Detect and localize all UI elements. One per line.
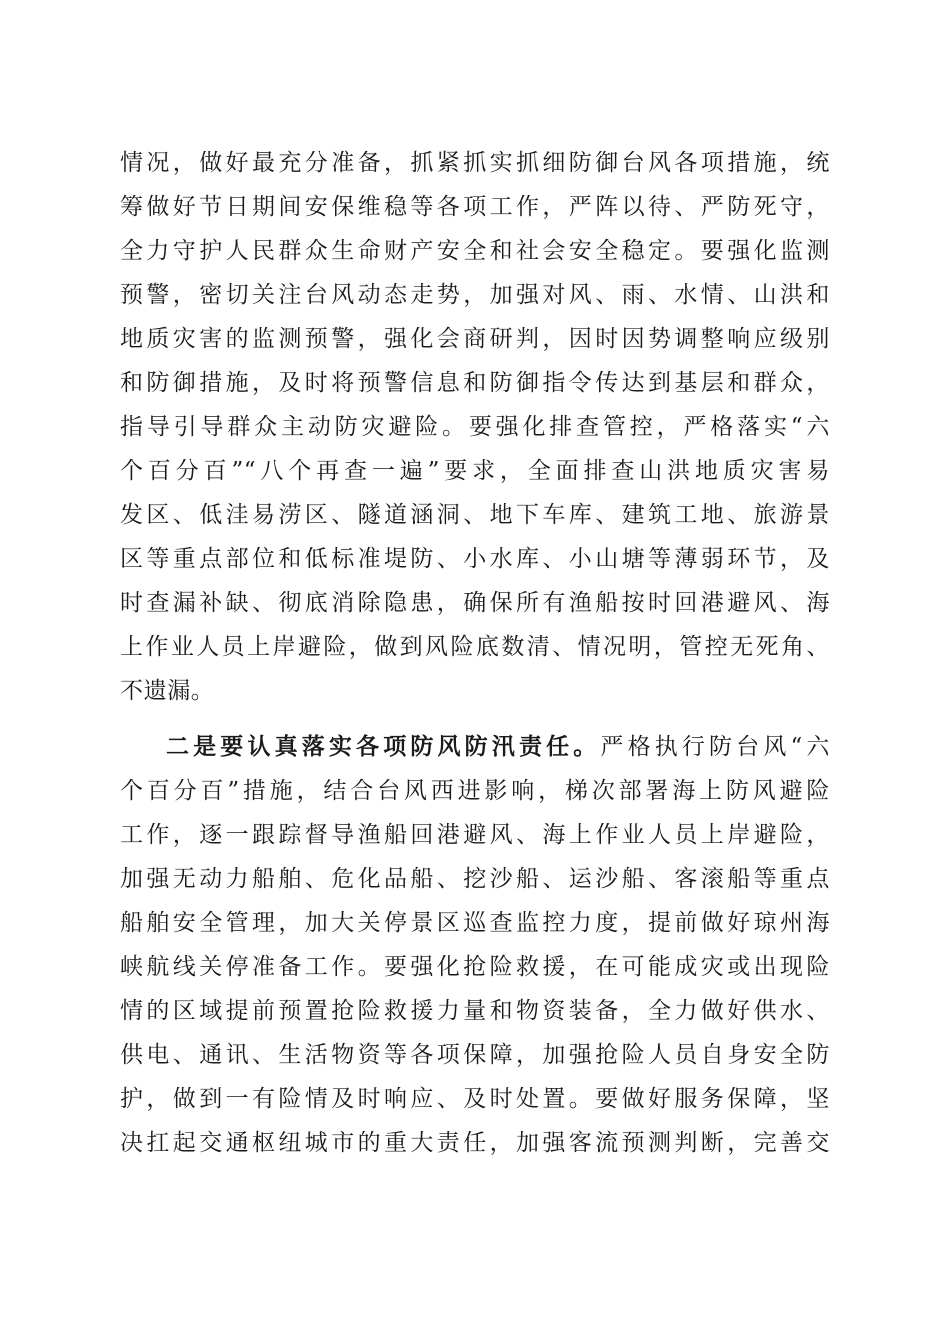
text-line: 和防御措施，及时将预警信息和防御指令传达到基层和群众，	[120, 370, 830, 396]
paragraph-2-first-line-rest: 严格执行防台风“六	[600, 734, 830, 760]
text-line: 预警，密切关注台风动态走势，加强对风、雨、水情、山洪和	[120, 282, 830, 308]
text-line: 筹做好节日期间安保维稳等各项工作，严阵以待、严防死守，	[120, 194, 830, 220]
text-line: 峡航线关停准备工作。要强化抢险救援，在可能成灾或出现险	[120, 954, 830, 980]
paragraph-2-heading: 二是要认真落实各项防风防汛责任。	[166, 733, 601, 760]
text-line: 区等重点部位和低标准堤防、小水库、小山塘等薄弱环节，及	[120, 546, 830, 572]
text-line: 情况，做好最充分准备，抓紧抓实抓细防御台风各项措施，统	[120, 150, 830, 176]
text-line: 船舶安全管理，加大关停景区巡查监控力度，提前做好琼州海	[120, 910, 830, 936]
text-line: 个百分百”措施，结合台风西进影响，梯次部署海上防风避险	[120, 778, 830, 804]
text-line: 全力守护人民群众生命财产安全和社会安全稳定。要强化监测	[120, 238, 830, 264]
text-line: 上作业人员上岸避险，做到风险底数清、情况明，管控无死角、	[120, 634, 830, 660]
text-line: 决扛起交通枢纽城市的重大责任，加强客流预测判断，完善交	[120, 1130, 830, 1156]
text-line: 指导引导群众主动防灾避险。要强化排查管控，严格落实“六	[120, 414, 830, 440]
text-line: 护，做到一有险情及时响应、及时处置。要做好服务保障，坚	[120, 1086, 830, 1112]
text-line: 工作，逐一跟踪督导渔船回港避风、海上作业人员上岸避险，	[120, 822, 830, 848]
text-line: 发区、低洼易涝区、隧道涵洞、地下车库、建筑工地、旅游景	[120, 502, 830, 528]
text-line: 不遗漏。	[120, 678, 215, 704]
text-line: 时查漏补缺、彻底消除隐患，确保所有渔船按时回港避风、海	[120, 590, 830, 616]
text-line: 地质灾害的监测预警，强化会商研判，因时因势调整响应级别	[120, 326, 830, 352]
text-line: 供电、通讯、生活物资等各项保障，加强抢险人员自身安全防	[120, 1042, 830, 1068]
text-line: 加强无动力船舶、危化品船、挖沙船、运沙船、客滚船等重点	[120, 866, 830, 892]
paragraph-2-first-line	[166, 727, 830, 767]
text-line: 个百分百”“八个再查一遍”要求，全面排查山洪地质灾害易	[120, 458, 830, 484]
text-line: 情的区域提前预置抢险救援力量和物资装备，全力做好供水、	[120, 998, 830, 1024]
